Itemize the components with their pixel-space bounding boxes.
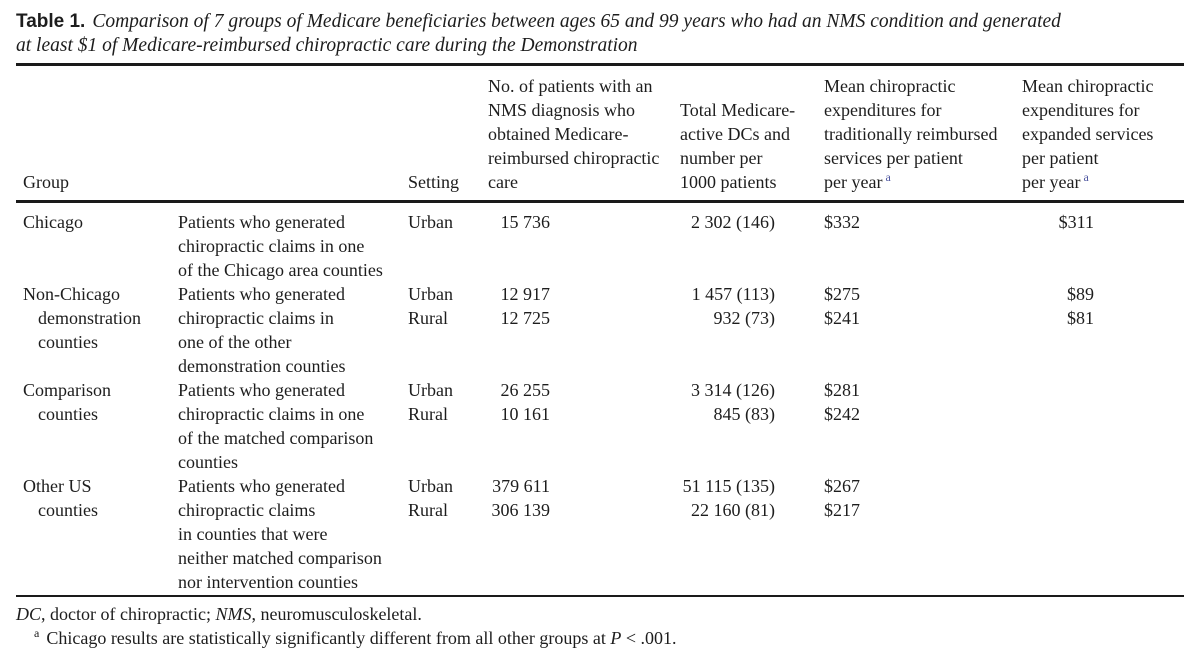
cell-expanded-expenditures xyxy=(1022,282,1184,378)
cell-line: $275 xyxy=(824,284,860,304)
header-line: obtained Medicare- xyxy=(488,124,629,144)
footnote-term-italic: DC xyxy=(16,604,42,624)
cell-line: Rural xyxy=(408,500,448,520)
cell-line: Comparison xyxy=(23,380,111,400)
cell-line: chiropractic claims in one xyxy=(178,236,365,256)
cell-group xyxy=(16,474,178,596)
cell-line: 3 314 (126) xyxy=(691,380,775,400)
header-line: active DCs and xyxy=(680,124,790,144)
expanded-values xyxy=(1022,282,1094,330)
table-header xyxy=(16,65,1184,202)
cell-line: $311 xyxy=(1058,212,1094,232)
cell-line: counties xyxy=(178,452,238,472)
cell-line: of the matched comparison xyxy=(178,428,374,448)
cell-line: $241 xyxy=(824,308,860,328)
footnote-marker-superscript: a xyxy=(885,170,891,184)
patients-values xyxy=(488,282,550,330)
cell-line: of the Chicago area counties xyxy=(178,260,383,280)
header-line: 1000 patients xyxy=(680,172,777,192)
expanded-values xyxy=(1022,210,1094,234)
header-line: Mean chiropractic xyxy=(824,76,956,96)
header-row xyxy=(16,65,1184,202)
table-row xyxy=(16,202,1184,283)
patients-values xyxy=(488,378,550,426)
cell-line: in counties that were xyxy=(178,524,328,544)
footnote-a xyxy=(16,626,1184,650)
footnote-term-italic: NMS xyxy=(215,604,252,624)
cell-line: Other US xyxy=(23,476,92,496)
header-line: per year $^a$ xyxy=(1022,170,1089,192)
cell-expanded-expenditures xyxy=(1022,474,1184,596)
header-line: Total Medicare- xyxy=(680,100,796,120)
cell-line: Patients who generated xyxy=(178,380,345,400)
cell-line: Urban xyxy=(408,476,453,496)
table-footnotes xyxy=(16,602,1184,650)
header-line: per patient xyxy=(1022,148,1099,168)
header-line: Setting xyxy=(408,172,460,192)
dcs-values xyxy=(680,210,775,234)
cell-description xyxy=(178,378,408,474)
footnote-text: < .001. xyxy=(621,628,677,648)
footnote-abbreviations xyxy=(16,602,1184,626)
cell-line: Rural xyxy=(408,308,448,328)
cell-dcs xyxy=(680,202,824,283)
cell-line: counties xyxy=(38,332,98,352)
column-header-description xyxy=(178,65,408,202)
cell-expanded-expenditures xyxy=(1022,202,1184,283)
cell-line: counties xyxy=(38,500,98,520)
table-caption-text: Comparison of 7 groups of Medicare beneficiaries between ages 65 and 99 years who had an NMS condition and generated at least $1 of Medicare-reimbursed chiropractic care during the Demonstration xyxy=(16,11,1061,56)
header-line: Group xyxy=(23,172,69,192)
cell-line: Rural xyxy=(408,404,448,424)
footnote-text: , neuromusculoskeletal. xyxy=(251,604,422,624)
cell-line: 932 (73) xyxy=(713,308,775,328)
dcs-values xyxy=(680,474,775,522)
cell-line: 845 (83) xyxy=(713,404,775,424)
cell-traditional-expenditures xyxy=(824,282,1022,378)
cell-line: $332 xyxy=(824,212,860,232)
footnote-text: , doctor of chiropractic; xyxy=(41,604,216,624)
cell-line: $281 xyxy=(824,380,860,400)
header-line: Mean chiropractic xyxy=(1022,76,1154,96)
table-row xyxy=(16,282,1184,378)
cell-line: 306 139 xyxy=(491,500,550,520)
cell-line: chiropractic claims in xyxy=(178,308,334,328)
cell-dcs xyxy=(680,282,824,378)
cell-description xyxy=(178,202,408,283)
dcs-values xyxy=(680,378,775,426)
cell-line: 15 736 xyxy=(500,212,550,232)
cell-traditional-expenditures xyxy=(824,202,1022,283)
cell-line: $81 xyxy=(1067,308,1094,328)
footnote-text: Chicago results are statistically significantly different from all other groups at xyxy=(46,628,611,648)
cell-setting xyxy=(408,282,488,378)
cell-group xyxy=(16,202,178,283)
cell-line: chiropractic claims in one xyxy=(178,404,365,424)
column-header-setting xyxy=(408,65,488,202)
cell-patients xyxy=(488,474,680,596)
cell-line: Patients who generated xyxy=(178,476,345,496)
table-row xyxy=(16,378,1184,474)
header-line: NMS diagnosis who xyxy=(488,100,636,120)
cell-line: $89 xyxy=(1067,284,1094,304)
cell-dcs xyxy=(680,378,824,474)
cell-setting xyxy=(408,202,488,283)
table-body xyxy=(16,202,1184,597)
cell-description xyxy=(178,282,408,378)
column-header-expanded xyxy=(1022,65,1184,202)
cell-expanded-expenditures xyxy=(1022,378,1184,474)
column-header-patients xyxy=(488,65,680,202)
cell-line: Urban xyxy=(408,284,453,304)
cell-line: one of the other xyxy=(178,332,292,352)
cell-line: 22 160 (81) xyxy=(691,500,775,520)
cell-setting xyxy=(408,474,488,596)
medicare-beneficiaries-comparison-table xyxy=(16,63,1184,597)
cell-dcs xyxy=(680,474,824,596)
cell-patients xyxy=(488,202,680,283)
cell-line: Urban xyxy=(408,212,453,232)
patients-values xyxy=(488,210,550,234)
dcs-values xyxy=(680,282,775,330)
header-line: per year $^a$ xyxy=(824,170,891,192)
cell-line: counties xyxy=(38,404,98,424)
cell-line: 1 457 (113) xyxy=(691,284,775,304)
table-caption-label: Table 1. xyxy=(16,11,86,32)
cell-line: Chicago xyxy=(23,212,83,232)
table-row xyxy=(16,474,1184,596)
cell-line: $267 xyxy=(824,476,860,496)
cell-line: demonstration counties xyxy=(178,356,346,376)
cell-line: chiropractic claims xyxy=(178,500,316,520)
cell-line: neither matched comparison xyxy=(178,548,382,568)
cell-description xyxy=(178,474,408,596)
column-header-traditional xyxy=(824,65,1022,202)
cell-line: demonstration xyxy=(38,308,141,328)
column-header-group xyxy=(16,65,178,202)
table-caption xyxy=(16,10,1071,58)
header-line: care xyxy=(488,172,518,192)
cell-setting xyxy=(408,378,488,474)
header-line: expenditures for xyxy=(824,100,942,120)
header-line: reimbursed chiropractic xyxy=(488,148,660,168)
cell-line: 26 255 xyxy=(500,380,550,400)
cell-line: Non-Chicago xyxy=(23,284,120,304)
cell-line: $217 xyxy=(824,500,860,520)
cell-group xyxy=(16,378,178,474)
footnote-a-marker: a xyxy=(34,626,40,640)
cell-patients xyxy=(488,378,680,474)
cell-patients xyxy=(488,282,680,378)
header-line: number per xyxy=(680,148,763,168)
cell-traditional-expenditures xyxy=(824,474,1022,596)
cell-line: 12 725 xyxy=(500,308,550,328)
cell-line: $242 xyxy=(824,404,860,424)
cell-line: 12 917 xyxy=(500,284,550,304)
cell-line: Urban xyxy=(408,380,453,400)
cell-line: nor intervention counties xyxy=(178,572,358,592)
header-line: expenditures for xyxy=(1022,100,1140,120)
header-line: expanded services xyxy=(1022,124,1154,144)
cell-line: 51 115 (135) xyxy=(682,476,775,496)
cell-line: Patients who generated xyxy=(178,212,345,232)
cell-line: 10 161 xyxy=(500,404,550,424)
footnote-marker-superscript: a xyxy=(1083,170,1089,184)
cell-line: 2 302 (146) xyxy=(691,212,775,232)
cell-line: 379 611 xyxy=(492,476,550,496)
column-header-dcs xyxy=(680,65,824,202)
cell-group xyxy=(16,282,178,378)
cell-traditional-expenditures xyxy=(824,378,1022,474)
header-line: services per patient xyxy=(824,148,963,168)
cell-line: Patients who generated xyxy=(178,284,345,304)
header-line: No. of patients with an xyxy=(488,76,653,96)
footnote-term-italic: P xyxy=(610,628,622,648)
header-line: traditionally reimbursed xyxy=(824,124,998,144)
patients-values xyxy=(488,474,550,522)
